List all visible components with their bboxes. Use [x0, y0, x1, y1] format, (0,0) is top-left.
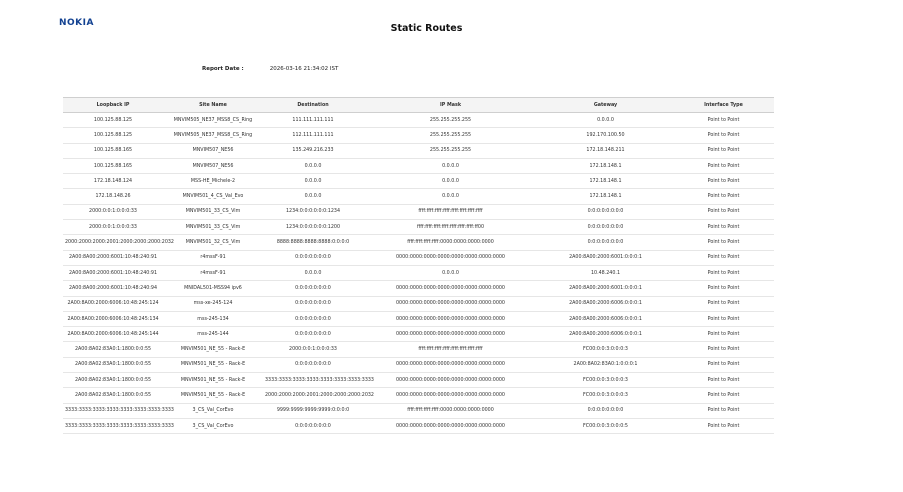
table-row[interactable]	[63, 220, 774, 235]
gateway-cell: 2A00:8A02:83A0:1:0:0:0:1	[538, 357, 673, 372]
site-name-cell: r4mssF-91	[163, 265, 263, 280]
loopback-ip-cell: 2A00:8A00:2000:6006:10:48:245:134	[63, 311, 163, 326]
ip-mask-cell: 0000:0000:0000:0000:0000:0000:0000:0000	[363, 281, 538, 296]
gateway-cell: 172.18.148.1	[538, 174, 673, 189]
ip-mask-cell: ffff:ffff:ffff:ffff:ffff:ffff:ffff:ff00	[363, 220, 538, 235]
gateway-cell: FC00:0:0:3:0:0:0:5	[538, 418, 673, 433]
gateway-cell: 172.18.148.1	[538, 189, 673, 204]
site-name-cell: mss-xe-245-124	[163, 296, 263, 311]
column-header-gateway[interactable]: Gateway	[538, 98, 673, 113]
table-row[interactable]	[63, 418, 774, 433]
gateway-cell: FC00:0:0:3:0:0:0:3	[538, 388, 673, 403]
destination-cell: 0.0.0.0	[263, 174, 363, 189]
table-row[interactable]	[63, 265, 774, 280]
table-row[interactable]	[63, 158, 774, 173]
site-name-cell: r4mssF-91	[163, 250, 263, 265]
site-name-cell: MNVIM505_NE37_MSS8_CS_Ring	[163, 128, 263, 143]
interface-type-cell: Point to Point	[673, 174, 774, 189]
static-routes-table	[63, 97, 774, 434]
site-name-cell: 3_CS_Val_CorEvo	[163, 418, 263, 433]
site-name-cell: MNVIM501_NE_55 - Rack-E	[163, 388, 263, 403]
loopback-ip-cell: 100.125.88.125	[63, 128, 163, 143]
destination-cell: 112.111.111.111	[263, 128, 363, 143]
gateway-cell: 10.48.240.1	[538, 265, 673, 280]
interface-type-cell: Point to Point	[673, 357, 774, 372]
interface-type-cell: Point to Point	[673, 158, 774, 173]
column-header-loopback-ip[interactable]: Loopback IP	[63, 98, 163, 113]
column-header-site-name[interactable]: Site Name	[163, 98, 263, 113]
destination-cell: 111.111.111.111	[263, 113, 363, 128]
column-header-interface-type[interactable]: Interface Type	[673, 98, 774, 113]
interface-type-cell: Point to Point	[673, 128, 774, 143]
destination-cell: 0:0:0:0:0:0:0:0	[263, 250, 363, 265]
loopback-ip-cell: 100.125.88.125	[63, 113, 163, 128]
site-name-cell: MNVIM505_NE37_MSS8_CS_Ring	[163, 113, 263, 128]
table-row[interactable]	[63, 311, 774, 326]
table-row[interactable]	[63, 281, 774, 296]
table-row[interactable]	[63, 357, 774, 372]
loopback-ip-cell: 172.18.148.124	[63, 174, 163, 189]
table-row[interactable]	[63, 189, 774, 204]
loopback-ip-cell: 100.125.88.165	[63, 143, 163, 158]
report-date-label: Report Date :	[202, 66, 244, 72]
table-row[interactable]	[63, 235, 774, 250]
column-header-destination[interactable]: Destination	[263, 98, 363, 113]
nokia-logo: NOKIA	[59, 18, 94, 28]
gateway-cell: 0:0:0:0:0:0:0:0	[538, 204, 673, 219]
destination-cell: 0:0:0:0:0:0:0:0	[263, 296, 363, 311]
table-header-row	[63, 98, 774, 113]
interface-type-cell: Point to Point	[673, 250, 774, 265]
destination-cell: 2000:2000:2000:2001:2000:2000:2000:2032	[263, 388, 363, 403]
loopback-ip-cell: 3333:3333:3333:3333:3333:3333:3333:3333	[63, 418, 163, 433]
destination-cell: 1234:0:0:0:0:0:0:1234	[263, 204, 363, 219]
loopback-ip-cell: 2A00:8A02:83A0:1:1800:0:0:55	[63, 388, 163, 403]
loopback-ip-cell: 2A00:8A02:83A0:1:1800:0:0:55	[63, 373, 163, 388]
interface-type-cell: Point to Point	[673, 281, 774, 296]
interface-type-cell: Point to Point	[673, 235, 774, 250]
loopback-ip-cell: 2A00:8A02:83A0:1:1800:0:0:55	[63, 342, 163, 357]
destination-cell: 0.0.0.0	[263, 189, 363, 204]
site-name-cell: MSS-HE_Michele-2	[163, 174, 263, 189]
interface-type-cell: Point to Point	[673, 189, 774, 204]
destination-cell: 0:0:0:0:0:0:0:0	[263, 418, 363, 433]
gateway-cell: 0.0.0.0	[538, 113, 673, 128]
gateway-cell: 2A00:8A00:2000:6001:0:0:0:1	[538, 281, 673, 296]
table-row[interactable]	[63, 327, 774, 342]
destination-cell: 0:0:0:0:0:0:0:0	[263, 357, 363, 372]
site-name-cell: MNVIM501_NE_55 - Rack-E	[163, 342, 263, 357]
interface-type-cell: Point to Point	[673, 265, 774, 280]
loopback-ip-cell: 2A00:8A00:2000:6001:10:48:240:94	[63, 281, 163, 296]
table-row[interactable]	[63, 143, 774, 158]
interface-type-cell: Point to Point	[673, 388, 774, 403]
ip-mask-cell: 255.255.255.255	[363, 143, 538, 158]
gateway-cell: 2A00:8A00:2000:6006:0:0:0:1	[538, 311, 673, 326]
site-name-cell: MNIDAL501-MSS94 ipv6	[163, 281, 263, 296]
page-title: Static Routes	[390, 23, 463, 34]
interface-type-cell: Point to Point	[673, 311, 774, 326]
gateway-cell: 2A00:8A00:2000:6006:0:0:0:1	[538, 327, 673, 342]
table-row[interactable]	[63, 113, 774, 128]
table-row[interactable]	[63, 342, 774, 357]
loopback-ip-cell: 2A00:8A00:2000:6001:10:48:240:91	[63, 250, 163, 265]
ip-mask-cell: 255.255.255.255	[363, 128, 538, 143]
site-name-cell: 3_CS_Val_CorEvo	[163, 403, 263, 418]
site-name-cell: MNVIM501_33_CS_Vim	[163, 204, 263, 219]
ip-mask-cell: 0.0.0.0	[363, 189, 538, 204]
table-row[interactable]	[63, 373, 774, 388]
destination-cell: 1234:0:0:0:0:0:0:1200	[263, 220, 363, 235]
table-row[interactable]	[63, 296, 774, 311]
loopback-ip-cell: 172.18.148.26	[63, 189, 163, 204]
site-name-cell: MNVIM501_4_CS_Val_Evo	[163, 189, 263, 204]
ip-mask-cell: ffff:ffff:ffff:ffff:ffff:ffff:ffff:ffff	[363, 204, 538, 219]
interface-type-cell: Point to Point	[673, 342, 774, 357]
gateway-cell: FC00:0:0:3:0:0:0:3	[538, 373, 673, 388]
loopback-ip-cell: 100.125.88.165	[63, 158, 163, 173]
ip-mask-cell: 0.0.0.0	[363, 265, 538, 280]
table-row[interactable]	[63, 250, 774, 265]
site-name-cell: MNVIM501_32_CS_Vim	[163, 235, 263, 250]
loopback-ip-cell: 2A00:8A00:2000:6006:10:48:245:144	[63, 327, 163, 342]
site-name-cell: mss-245-134	[163, 311, 263, 326]
destination-cell: 3333:3333:3333:3333:3333:3333:3333:3333	[263, 373, 363, 388]
report-date	[202, 66, 338, 72]
gateway-cell: 0:0:0:0:0:0:0:0	[538, 220, 673, 235]
ip-mask-cell: 255.255.255.255	[363, 113, 538, 128]
interface-type-cell: Point to Point	[673, 143, 774, 158]
site-name-cell: mss-245-144	[163, 327, 263, 342]
ip-mask-cell: ffff:ffff:ffff:ffff:ffff:ffff:ffff:ffff	[363, 342, 538, 357]
site-name-cell: MNVIM507_NE56	[163, 143, 263, 158]
ip-mask-cell: 0.0.0.0	[363, 158, 538, 173]
ip-mask-cell: 0000:0000:0000:0000:0000:0000:0000:0000	[363, 327, 538, 342]
loopback-ip-cell: 3333:3333:3333:3333:3333:3333:3333:3333	[63, 403, 163, 418]
destination-cell: 0.0.0.0	[263, 158, 363, 173]
site-name-cell: MNVIM501_NE_55 - Rack-E	[163, 373, 263, 388]
gateway-cell: 0:0:0:0:0:0:0:0	[538, 403, 673, 418]
interface-type-cell: Point to Point	[673, 204, 774, 219]
gateway-cell: 2A00:8A00:2000:6006:0:0:0:1	[538, 296, 673, 311]
loopback-ip-cell: 2A00:8A02:83A0:1:1800:0:0:55	[63, 357, 163, 372]
site-name-cell: MNVIM501_33_CS_Vim	[163, 220, 263, 235]
destination-cell: 9999:9999:9999:9999:0:0:0:0	[263, 403, 363, 418]
ip-mask-cell: 0.0.0.0	[363, 174, 538, 189]
report-date-value: 2026-03-16 21:34:02 IST	[269, 66, 339, 72]
loopback-ip-cell: 2000:2000:2000:2001:2000:2000:2000:2032	[63, 235, 163, 250]
gateway-cell: 192.170.100.50	[538, 128, 673, 143]
interface-type-cell: Point to Point	[673, 403, 774, 418]
ip-mask-cell: 0000:0000:0000:0000:0000:0000:0000:0000	[363, 418, 538, 433]
loopback-ip-cell: 2000:0:0:1:0:0:0:33	[63, 220, 163, 235]
loopback-ip-cell: 2000:0:0:1:0:0:0:33	[63, 204, 163, 219]
destination-cell: 0:0:0:0:0:0:0:0	[263, 311, 363, 326]
table-row[interactable]	[63, 403, 774, 418]
ip-mask-cell: 0000:0000:0000:0000:0000:0000:0000:0000	[363, 296, 538, 311]
table-body	[63, 113, 774, 434]
interface-type-cell: Point to Point	[673, 220, 774, 235]
loopback-ip-cell: 2A00:8A00:2000:6006:10:48:245:124	[63, 296, 163, 311]
ip-mask-cell: 0000:0000:0000:0000:0000:0000:0000:0000	[363, 373, 538, 388]
ip-mask-cell: 0000:0000:0000:0000:0000:0000:0000:0000	[363, 388, 538, 403]
interface-type-cell: Point to Point	[673, 296, 774, 311]
destination-cell: 2000:0:0:1:0:0:0:33	[263, 342, 363, 357]
site-name-cell: MNVIM507_NE56	[163, 158, 263, 173]
interface-type-cell: Point to Point	[673, 113, 774, 128]
interface-type-cell: Point to Point	[673, 327, 774, 342]
table-row[interactable]	[63, 388, 774, 403]
table-row[interactable]	[63, 204, 774, 219]
ip-mask-cell: ffff:ffff:ffff:ffff:0000:0000:0000:0000	[363, 235, 538, 250]
interface-type-cell: Point to Point	[673, 373, 774, 388]
destination-cell: 0:0:0:0:0:0:0:0	[263, 327, 363, 342]
gateway-cell: 0:0:0:0:0:0:0:0	[538, 235, 673, 250]
gateway-cell: 2A00:8A00:2000:6001:0:0:0:1	[538, 250, 673, 265]
gateway-cell: 172.18.148.1	[538, 158, 673, 173]
table-row[interactable]	[63, 174, 774, 189]
table-row[interactable]	[63, 128, 774, 143]
destination-cell: 0.0.0.0	[263, 265, 363, 280]
ip-mask-cell: 0000:0000:0000:0000:0000:0000:0000:0000	[363, 311, 538, 326]
column-header-ip-mask[interactable]: IP Mask	[363, 98, 538, 113]
site-name-cell: MNVIM501_NE_55 - Rack-E	[163, 357, 263, 372]
destination-cell: 8888:8888:8888:8888:0:0:0:0	[263, 235, 363, 250]
loopback-ip-cell: 2A00:8A00:2000:6001:10:48:240:91	[63, 265, 163, 280]
gateway-cell: 172.18.148.211	[538, 143, 673, 158]
ip-mask-cell: 0000:0000:0000:0000:0000:0000:0000:0000	[363, 357, 538, 372]
ip-mask-cell: 0000:0000:0000:0000:0000:0000:0000:0000	[363, 250, 538, 265]
interface-type-cell: Point to Point	[673, 418, 774, 433]
gateway-cell: FC00:0:0:3:0:0:0:3	[538, 342, 673, 357]
destination-cell: 0:0:0:0:0:0:0:0	[263, 281, 363, 296]
ip-mask-cell: ffff:ffff:ffff:ffff:0000:0000:0000:0000	[363, 403, 538, 418]
destination-cell: 135.249.216.233	[263, 143, 363, 158]
